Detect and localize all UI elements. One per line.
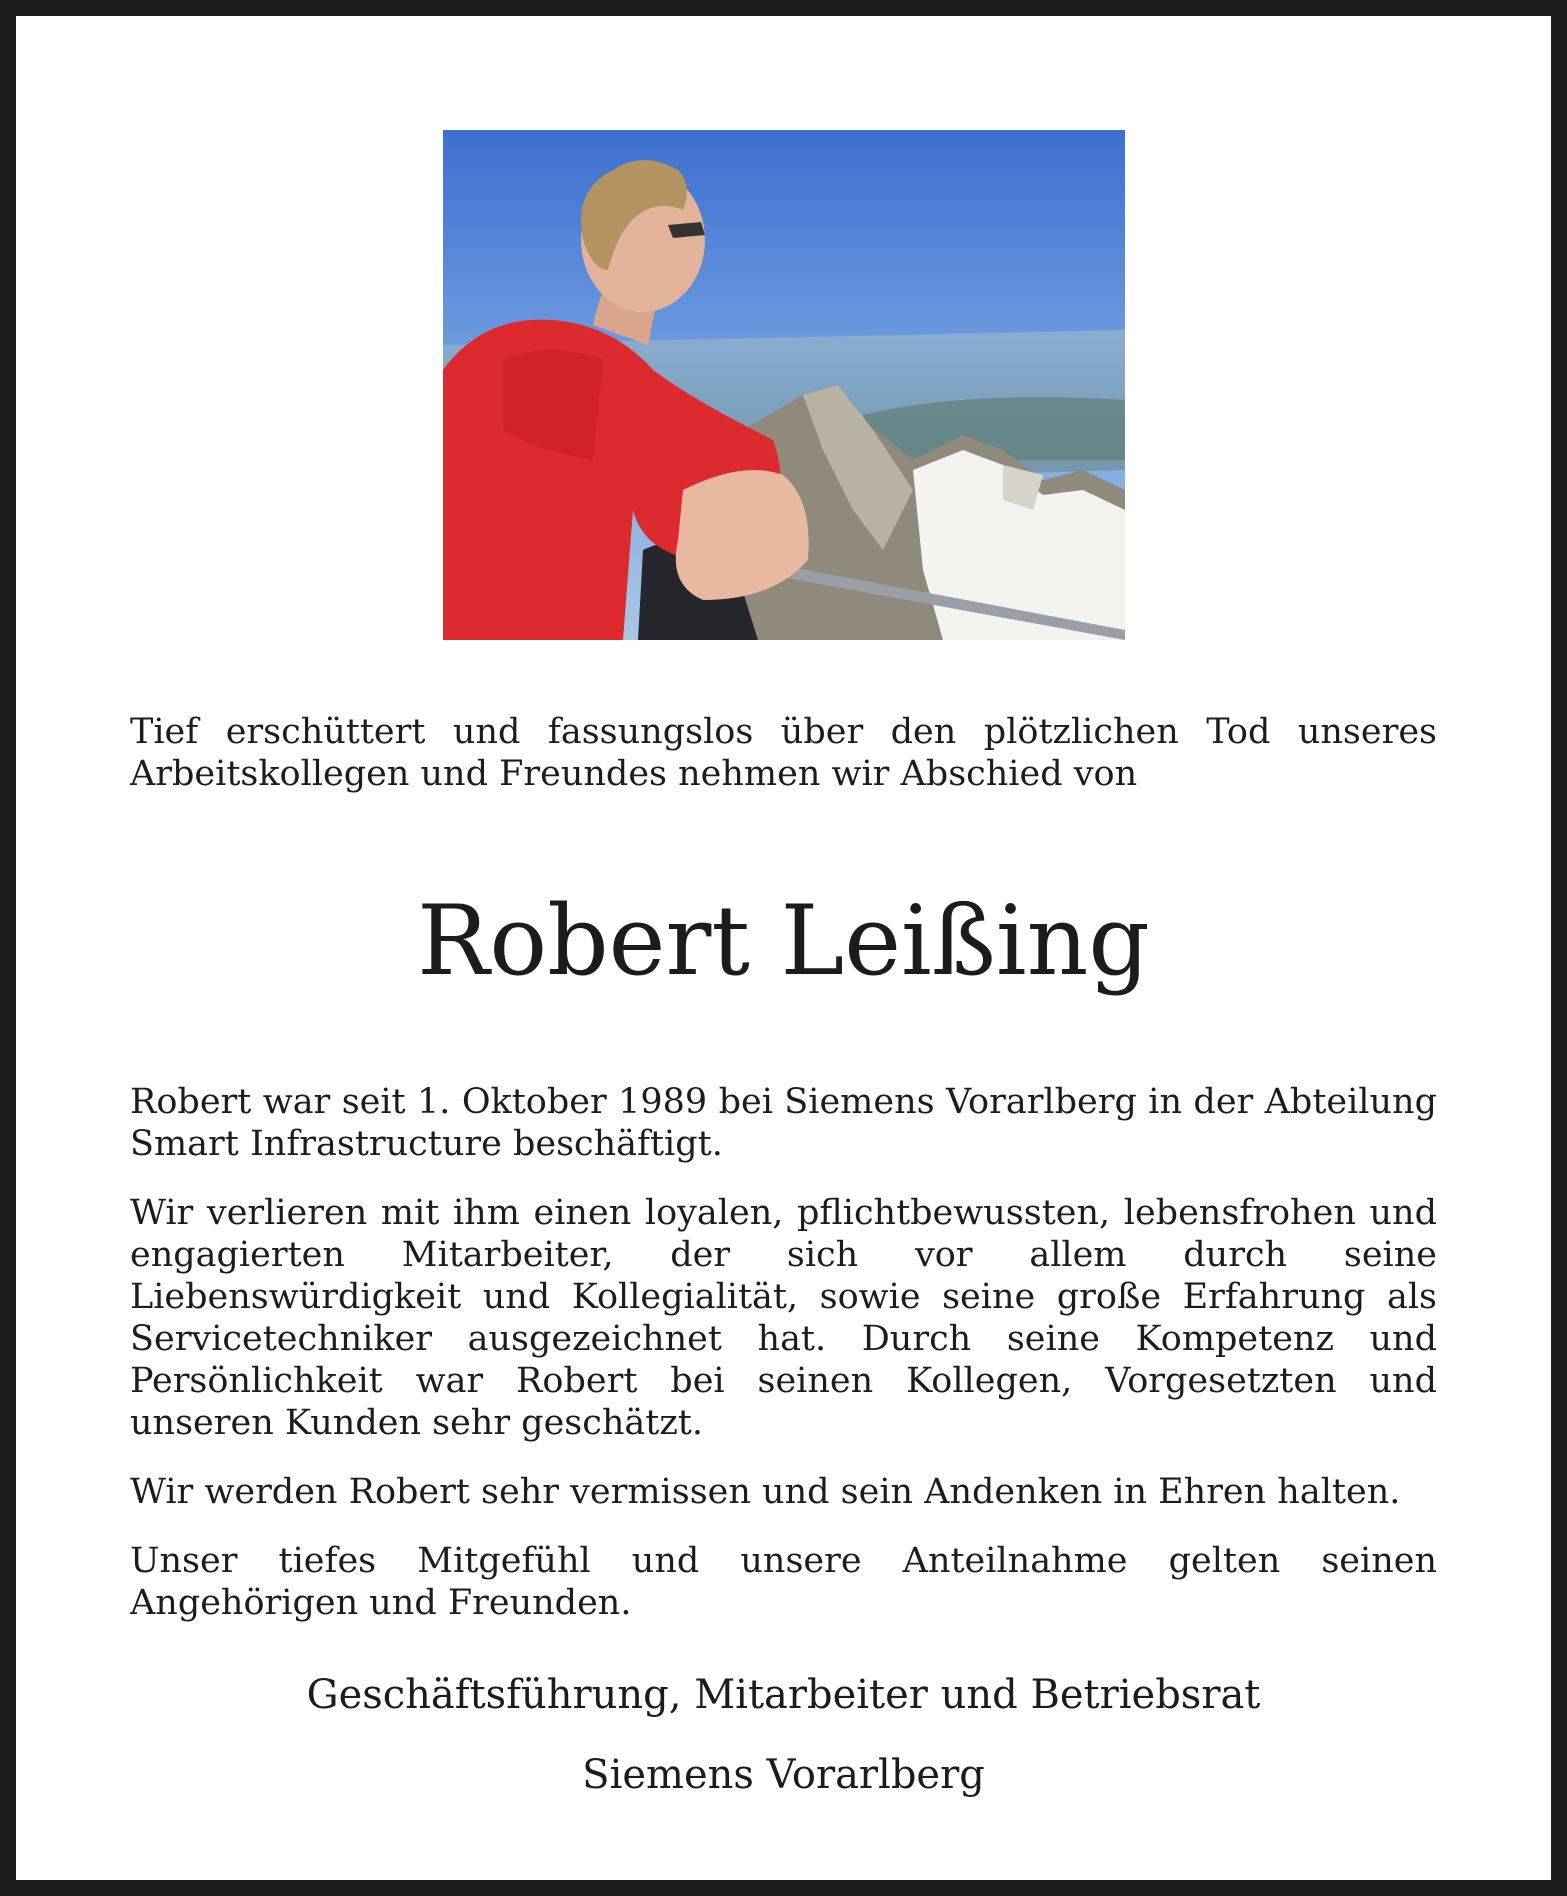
paragraph-tribute: Wir verlieren mit ihm einen loyalen, pflichtbewussten, lebensfrohen und engagierten Mitarbeiter, der sich vor allem durch seine Liebenswürdigkeit und Kollegialität, sowie seine große Erfahrung als Servicetechniker ausgezeichnet hat. Durch seine Kompetenz und Persönlichkeit war Robert bei seinen Kollegen, Vorgesetzten und unseren Kunden sehr geschätzt. (130, 1193, 1437, 1443)
obituary-body (130, 1081, 1437, 1651)
signature-line-2: Siemens Vorarlberg (582, 1752, 985, 1798)
paragraph-condolences: Unser tiefes Mitgefühl und unsere Anteilnahme gelten seinen Angehörigen und Freunden. (130, 1541, 1437, 1623)
portrait-photo-icon (443, 130, 1125, 640)
signature-line-1: Geschäftsführung, Mitarbeiter und Betriebsrat (306, 1672, 1261, 1718)
paragraph-remembrance: Wir werden Robert sehr vermissen und sein Andenken in Ehren halten. (130, 1472, 1401, 1512)
paragraph-employment: Robert war seit 1. Oktober 1989 bei Siemens Vorarlberg in der Abteilung Smart Infrastructure beschäftigt. (130, 1082, 1437, 1164)
portrait-photo (443, 130, 1125, 640)
intro-text: Tief erschüttert und fassungslos über den plötzlichen Tod unseres Arbeitskollegen und Freundes nehmen wir Abschied von (130, 712, 1437, 794)
deceased-name: Robert Leißing (417, 885, 1150, 997)
